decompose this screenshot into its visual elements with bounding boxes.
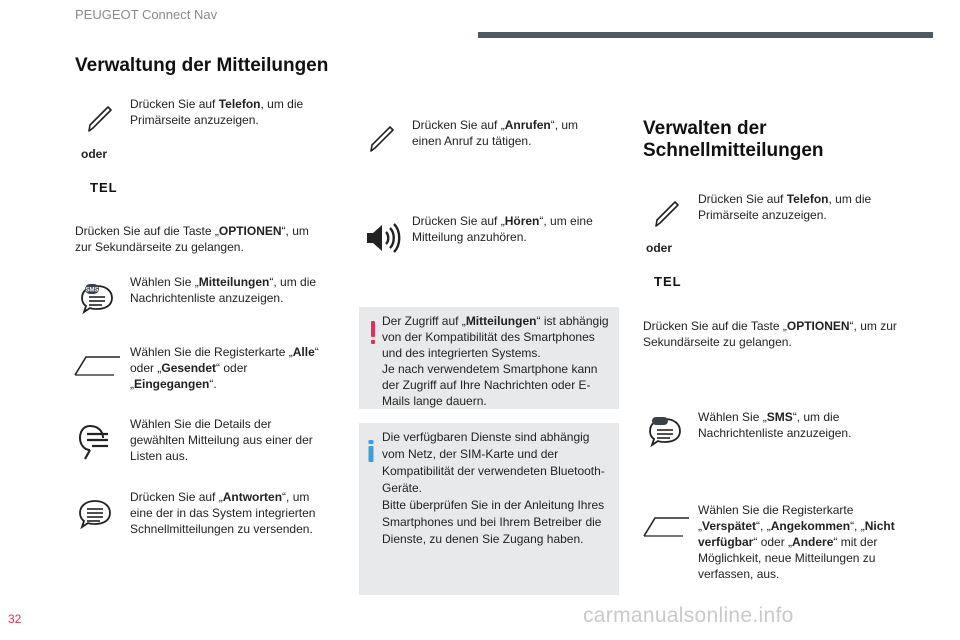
- tab-parallelogram-icon: [643, 516, 691, 538]
- info-note: [359, 423, 619, 595]
- sms-bubble-icon: [648, 415, 682, 447]
- step-phone-text: Drücken Sie auf Telefon, um die Primärseite anzuzeigen.: [130, 97, 304, 127]
- svg-text:SMS: SMS: [85, 287, 99, 294]
- page-number: 32: [8, 612, 22, 626]
- speaker-icon: [365, 222, 401, 254]
- warning-exclamation-icon: [370, 321, 374, 343]
- options-text-2: Drücken Sie auf die Taste „OPTIONEN“, um zur Sekundärseite zu gelangen.: [643, 319, 897, 349]
- step-tabs-text: Wählen Sie die Registerkarte „Alle“ oder „Gesendet“ oder „Eingegangen“.: [130, 345, 319, 391]
- header-bar: [478, 32, 933, 38]
- sms-bubble-icon: [80, 282, 114, 314]
- pen-icon: [653, 199, 681, 229]
- step-phone-text-2: Drücken Sie auf Telefon, um die Primärseite anzuzeigen.: [698, 192, 872, 222]
- section-title: Verwaltung der Mitteilungen: [75, 55, 329, 76]
- message-details-icon: [78, 422, 112, 462]
- running-header: PEUGEOT Connect Nav: [75, 7, 218, 22]
- section-title-line2: Schnellmitteilungen: [643, 140, 824, 161]
- step-reply-text: Drücken Sie auf „Antworten“, um eine der in das System integrierten Schnellmitteilungen zu versenden.: [130, 490, 316, 536]
- step-call-text: Drücken Sie auf „Anrufen“, um einen Anruf zu tätigen.: [412, 118, 579, 148]
- warning-text: Der Zugriff auf „Mitteilungen“ ist abhängig von der Kompatibilität des Smartphones und des integrierten Systems. Je nach verwendetem Smartphone kann der Zugriff auf Ihre Nachrichten oder E-Mails lange dauern.: [382, 314, 609, 408]
- step-details-text: Wählen Sie die Details der gewählten Mitteilung aus einer der Listen aus.: [130, 417, 313, 463]
- step-tabs-text-2: Wählen Sie die Registerkarte „Verspätet“, „Angekommen“, „Nicht verfügbar“ oder „Andere“ mit der Möglichkeit, neue Mitteilungen zu verfassen, aus.: [698, 503, 895, 581]
- watermark: carmanualsonline.info: [583, 604, 794, 627]
- reply-bubble-icon: [78, 498, 112, 530]
- tel-key-label-2: TEL: [654, 274, 682, 289]
- pen-icon: [86, 104, 114, 134]
- oder-label: oder: [81, 147, 108, 161]
- oder-label-2: oder: [646, 241, 673, 255]
- info-text: Die verfügbaren Dienste sind abhängig vom Netz, der SIM-Karte und der Kompatibilität der verwendeten Bluetooth-Geräte. Bitte überprüfen Sie in der Anleitung Ihres Smartphones und bei Ihrem Betreiber die Dienste, zu denen Sie Zugang haben.: [382, 430, 605, 546]
- step-sms-text: Wählen Sie „SMS“, um die Nachrichtenliste anzuzeigen.: [698, 410, 852, 440]
- warning-note: [359, 307, 619, 409]
- step-listen-text: Drücken Sie auf „Hören“, um eine Mitteilung anzuhören.: [412, 214, 593, 244]
- step-messages-text: Wählen Sie „Mitteilungen“, um die Nachrichtenliste anzuzeigen.: [130, 275, 317, 305]
- tab-parallelogram-icon: [74, 355, 122, 377]
- options-text: Drücken Sie auf die Taste „OPTIONEN“, um zur Sekundärseite zu gelangen.: [75, 224, 309, 254]
- section-title-2: [643, 118, 824, 162]
- tel-key-label: TEL: [90, 180, 118, 195]
- section-title-line1: Verwalten der: [643, 118, 767, 139]
- info-icon: [367, 440, 375, 467]
- pen-icon: [368, 124, 396, 154]
